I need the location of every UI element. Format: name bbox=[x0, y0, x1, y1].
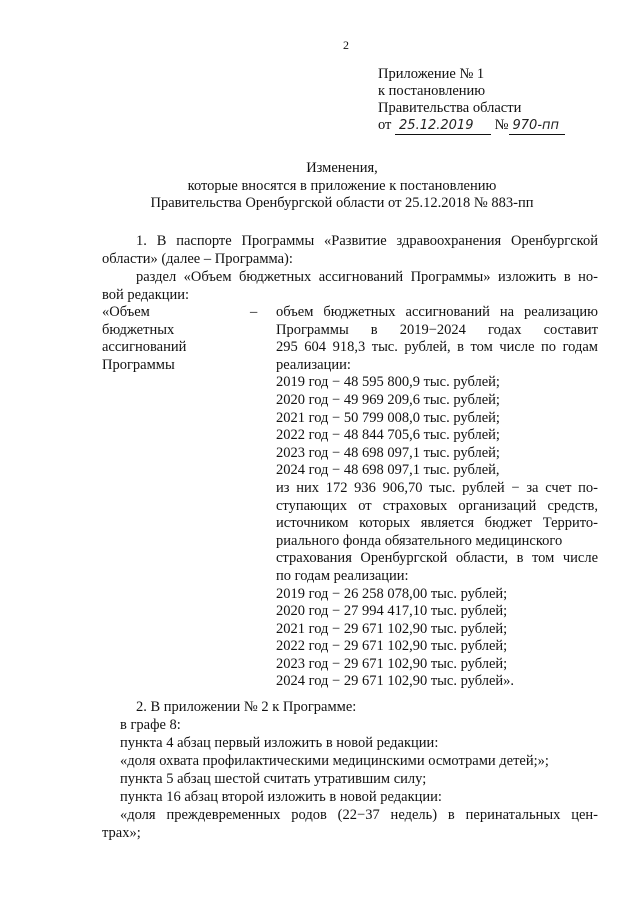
right-line-5: 2019 год − 48 595 800,9 тыс. рублей; bbox=[276, 374, 500, 391]
appendix-line-3: Правительства области bbox=[378, 100, 522, 116]
section-2 bbox=[102, 698, 598, 842]
section-1-line-4: вой редакции: bbox=[102, 287, 190, 303]
right-line-2: Программы в 2019−2024 годах составит bbox=[276, 321, 598, 338]
title-line-2: которые вносятся в приложение к постановлению bbox=[187, 177, 497, 194]
document-title bbox=[0, 160, 640, 213]
right-line-8: 2022 год − 48 844 705,6 тыс. рублей; bbox=[276, 427, 500, 444]
section-1-line-2: области» (далее – Программа): bbox=[102, 251, 293, 267]
title-line-1: Изменения, bbox=[306, 160, 378, 176]
right-line-11: из них 172 936 906,70 тыс. рублей − за счет по- bbox=[276, 479, 598, 496]
appendix-header bbox=[378, 66, 565, 135]
section-2-line-8: трах»; bbox=[102, 825, 141, 841]
right-line-3: 295 604 918,3 тыс. рублей, в том числе по годам bbox=[276, 339, 598, 356]
right-line-20: 2022 год − 29 671 102,90 тыс. рублей; bbox=[276, 638, 508, 655]
right-line-22: 2024 год − 29 671 102,90 тыс. рублей». bbox=[276, 673, 515, 690]
section-2-line-3: пункта 4 абзац первый изложить в новой редакции: bbox=[120, 735, 439, 751]
page-number: 2 bbox=[343, 38, 349, 52]
table-right-column bbox=[276, 304, 598, 691]
right-line-14: риального фонда обязательного медицинского bbox=[276, 532, 563, 549]
number-label: № bbox=[494, 117, 509, 133]
right-line-7: 2021 год − 50 799 008,0 тыс. рублей; bbox=[276, 409, 500, 426]
section-2-line-2: в графе 8: bbox=[120, 717, 181, 733]
right-line-9: 2023 год − 48 698 097,1 тыс. рублей; bbox=[276, 444, 500, 461]
section-1-line-1: 1. В паспорте Программы «Развитие здравоохранения Оренбургской bbox=[136, 233, 598, 249]
from-label: от bbox=[378, 117, 392, 133]
section-2-line-1: 2. В приложении № 2 к Программе: bbox=[136, 699, 357, 715]
section-2-line-5: пункта 5 абзац шестой считать утратившим силу; bbox=[120, 771, 427, 787]
right-line-18: 2020 год − 27 994 417,10 тыс. рублей; bbox=[276, 603, 508, 620]
section-2-line-7: «доля преждевременных родов (22−37 недель) в перинатальных цен- bbox=[120, 807, 598, 823]
right-line-12: ступающих от страховых организаций средств, bbox=[276, 497, 598, 514]
right-line-4: реализации: bbox=[276, 356, 351, 373]
left-line-4: Программы bbox=[102, 356, 175, 373]
right-line-17: 2019 год − 26 258 078,00 тыс. рублей; bbox=[276, 585, 508, 602]
section-1 bbox=[102, 232, 598, 304]
table-dash: – bbox=[250, 304, 258, 320]
left-line-3: ассигнований bbox=[102, 339, 187, 355]
right-line-21: 2023 год − 29 671 102,90 тыс. рублей; bbox=[276, 655, 508, 672]
section-1-line-3: раздел «Объем бюджетных ассигнований Программы» изложить в но- bbox=[136, 269, 598, 285]
section-2-line-6: пункта 16 абзац второй изложить в новой редакции: bbox=[120, 789, 442, 805]
handwritten-number: 970-пп bbox=[509, 117, 565, 135]
section-2-line-4: «доля охвата профилактическими медицинскими осмотрами детей;»; bbox=[120, 753, 549, 769]
appendix-line-1: Приложение № 1 bbox=[378, 66, 485, 82]
appendix-line-2: к постановлению bbox=[378, 83, 486, 99]
handwritten-date: 25.12.2019 bbox=[395, 117, 491, 135]
title-line-3: Правительства Оренбургской области от 25.12.2018 № 883-пп bbox=[150, 195, 534, 211]
right-line-13: источником которых является бюджет Террито- bbox=[276, 515, 598, 532]
right-line-6: 2020 год − 49 969 209,6 тыс. рублей; bbox=[276, 391, 500, 408]
appendix-date-line bbox=[378, 117, 565, 135]
right-line-19: 2021 год − 29 671 102,90 тыс. рублей; bbox=[276, 620, 508, 637]
table-left-column bbox=[102, 304, 186, 374]
left-line-2: бюджетных bbox=[102, 321, 175, 338]
right-line-10: 2024 год − 48 698 097,1 тыс. рублей, bbox=[276, 462, 500, 479]
right-line-1: объем бюджетных ассигнований на реализацию bbox=[276, 304, 598, 320]
left-line-1: «Объем bbox=[102, 304, 150, 320]
right-line-15: страхования Оренбургской области, в том числе bbox=[276, 550, 598, 567]
right-line-16: по годам реализации: bbox=[276, 567, 409, 584]
